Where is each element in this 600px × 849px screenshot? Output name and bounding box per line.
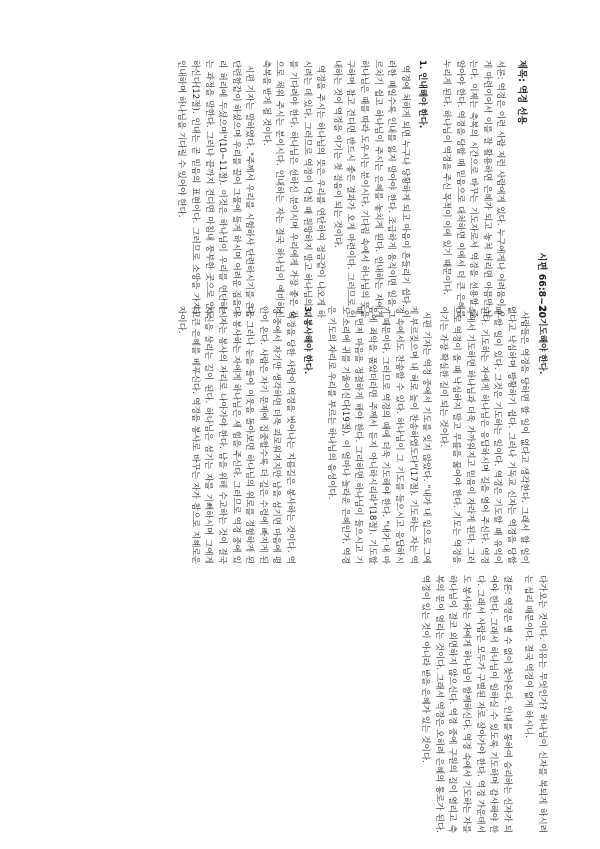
heading-2: 2. 기도해야 한다. <box>537 306 547 375</box>
point-1-paragraph: 역경을 주시는 하나님의 뜻은 우리를 연단하여 정금같이 나오게 하시려는 데 있다. 그러므로 역경이 닥칠 때 원망하지 말고 하나님의 때를 기다려야 한다. 하나님은 선하신 분이시며 우리에게 가장 좋은 것으로 채워 주시는 분이시다. 인내하는 자는 결국 하나님이 예비하신 축복을 받게 될 것이다. <box>260 60 326 318</box>
column-1 <box>171 60 548 318</box>
point-2-paragraph: 사람들은 역경을 당하면 할 일이 없다고 생각한다. 그래서 할 일이 없다고 낙심하며 방황하기 쉽다. 그러나 기독교 신자는 역경을 당할 때 할 일이 있다. 그것은 기도하는 일이다. 역경은 기도할 때 유익이 된다. 기도하는 자에게 하나님은 응답하시며 길을 열어 주신다. 역경 속에서 기도하면 하나님과 더욱 가까워지고 믿음이 자라게 된다. 그러므로 역경이 올 때 낙심하지 말고 무릎을 꿇어야 한다. 기도는 역경을 이기는 가장 확실한 길이 되는 것이다. <box>437 306 530 564</box>
conclusion: 결론: 역경은 별 수 없이 찾아온다. 인내를 통하여 승리하는 신자가 되어야 한다. 그래서 하나님이 일하실 수 있도록 기도하며 감사해야 한다. 그래서 사람은 모두가 구별된 자로 살아가야 한다. 역경 가운데서도 봉사하는 자에게 하나님이 함께하신다. 역경 속에서 기도하는 자를 하나님이 결코 외면하지 않으신다. 역경 중에 구원의 길이 열리고 축복의 문이 열리는 것이다. 그래서 역경은 오히려 은혜의 통로가 된다. 역경이 있는 것이 아니라 받을 은혜가 있는 것이다. <box>420 575 512 833</box>
introduction: 서론: 역경은 이런 사람 저런 사람에게 있다. 누구에게나 어려움이 오게 마련이어서 이를 잘 활용하면 은혜가 되고 놓쳐 버리면 아픔만 남는다. 이제는 축복의 시간으로 바꾸는 기도자로서 역경을 선용할 줄 알아야 한다. 역경을 당할 때 믿음으로 대처하면 이에서 더 큰 은혜를 누리게 된다. 하나님이 역경을 주신 목적이 이에 있기 때문이다. <box>441 60 506 318</box>
column-3 <box>415 575 548 833</box>
point-1-paragraph: 역경에 처하게 되면 누구나 당황하게 되고 마음이 흔들리기 쉽다. 이러한 때일수록 인내를 잃지 말아야 한다. 조급하게 움직이면 일을 그르치기 쉽고 하나님이 주시는 은혜를 놓치게 된다. 인내하는 자에게 하나님은 때를 따라 도우시는 분이시다. 기다림 속에서 하나님의 뜻을 구하며 참고 견디면 반드시 좋은 결과가 오게 마련이다. 그러므로 인내하는 것이 역경을 이기는 첫 걸음이 되는 것이다. <box>331 60 410 318</box>
point-1-paragraph: 시편 기자는 말하였다. "주께서 우리를 시험하사 단련하시기를 은을 단련함같이 하셨으며 우리를 끌어 그물에 들게 하시며 어려운 짐을 우리 허리에 두셨으며"(10~11절). 이것은 하나님이 우리를 연단하시는 과정을 말한다. 그러나 끝까지 견디면 마침내 풍부한 곳으로 인도하신다(12절). 인내는 곧 믿음의 표현이다. 그러므로 소망을 가지고 인내하며 하나님을 기다릴 수 있어야 한다. <box>176 60 255 318</box>
column-2 <box>171 306 548 564</box>
point-2-paragraph: 시편 기자는 역경 중에서 기도를 잊지 않았다. "내가 내 입으로 그에게 부르짖으며 내 혀로 높이 찬송하였도다"(17절). 기도하는 자는 역경 속에서도 찬송할 수 있다. 하나님이 그 기도를 들으시고 응답하시기 때문이다. 그러므로 역경의 때에 더욱 기도해야 한다. "내가 내 마음에 죄악을 품었더라면 주께서 듣지 아니하시리라"(18절). 기도할 때 먼저 마음을 정결하게 해야 한다. 그리하면 하나님이 들으시고 기도 소리에 귀를 기울이신다(19절). 이 얼마나 놀라운 은혜인가. 역경은 기도의 자리로 우리를 부르는 하나님의 음성이다. <box>326 306 432 564</box>
heading-3: 3. 봉사해야 한다. <box>302 306 313 375</box>
heading-1: 1. 인내해야 한다. <box>417 60 428 129</box>
point-3-continuation: 다가오는 것이다. 이유는 무엇인가? 하나님이 신자를 복되게 하시려는 섭리 때문이다. 결국 역경이 없게 하시니. <box>523 575 547 833</box>
scripture-reference: 시편 66:8~20 <box>536 252 547 318</box>
sermon-topic: 제목: 역경 선용 <box>516 60 527 125</box>
point-3-paragraph: 역경을 당한 사람이 역경을 벗어나는 지름길은 봉사하는 것이다. 역경 중에서 자기만 생각하면 더욱 괴로워지지만 남을 섬기면 마음에 평안이 온다. 사람은 자기 문제에 집중할수록 더 깊은 수렁에 빠지게 된다. 그러나 눈을 들어 이웃을 돌아보면 하나님의 위로를 경험하게 된다. 봉사하는 자에게 하나님은 새 힘을 주신다. 그러므로 역경 중에 있는 자는 봉사의 자리로 나아가야 한다. 남을 위해 수고하는 것이 결국 자신을 살리는 길이 된다. 하나님은 섬기는 자를 기뻐하시며 그에게 더 큰 은혜를 베푸신다. 역경을 봉사로 바꾸는 자가 참으로 지혜로운 자이다. <box>176 306 295 564</box>
